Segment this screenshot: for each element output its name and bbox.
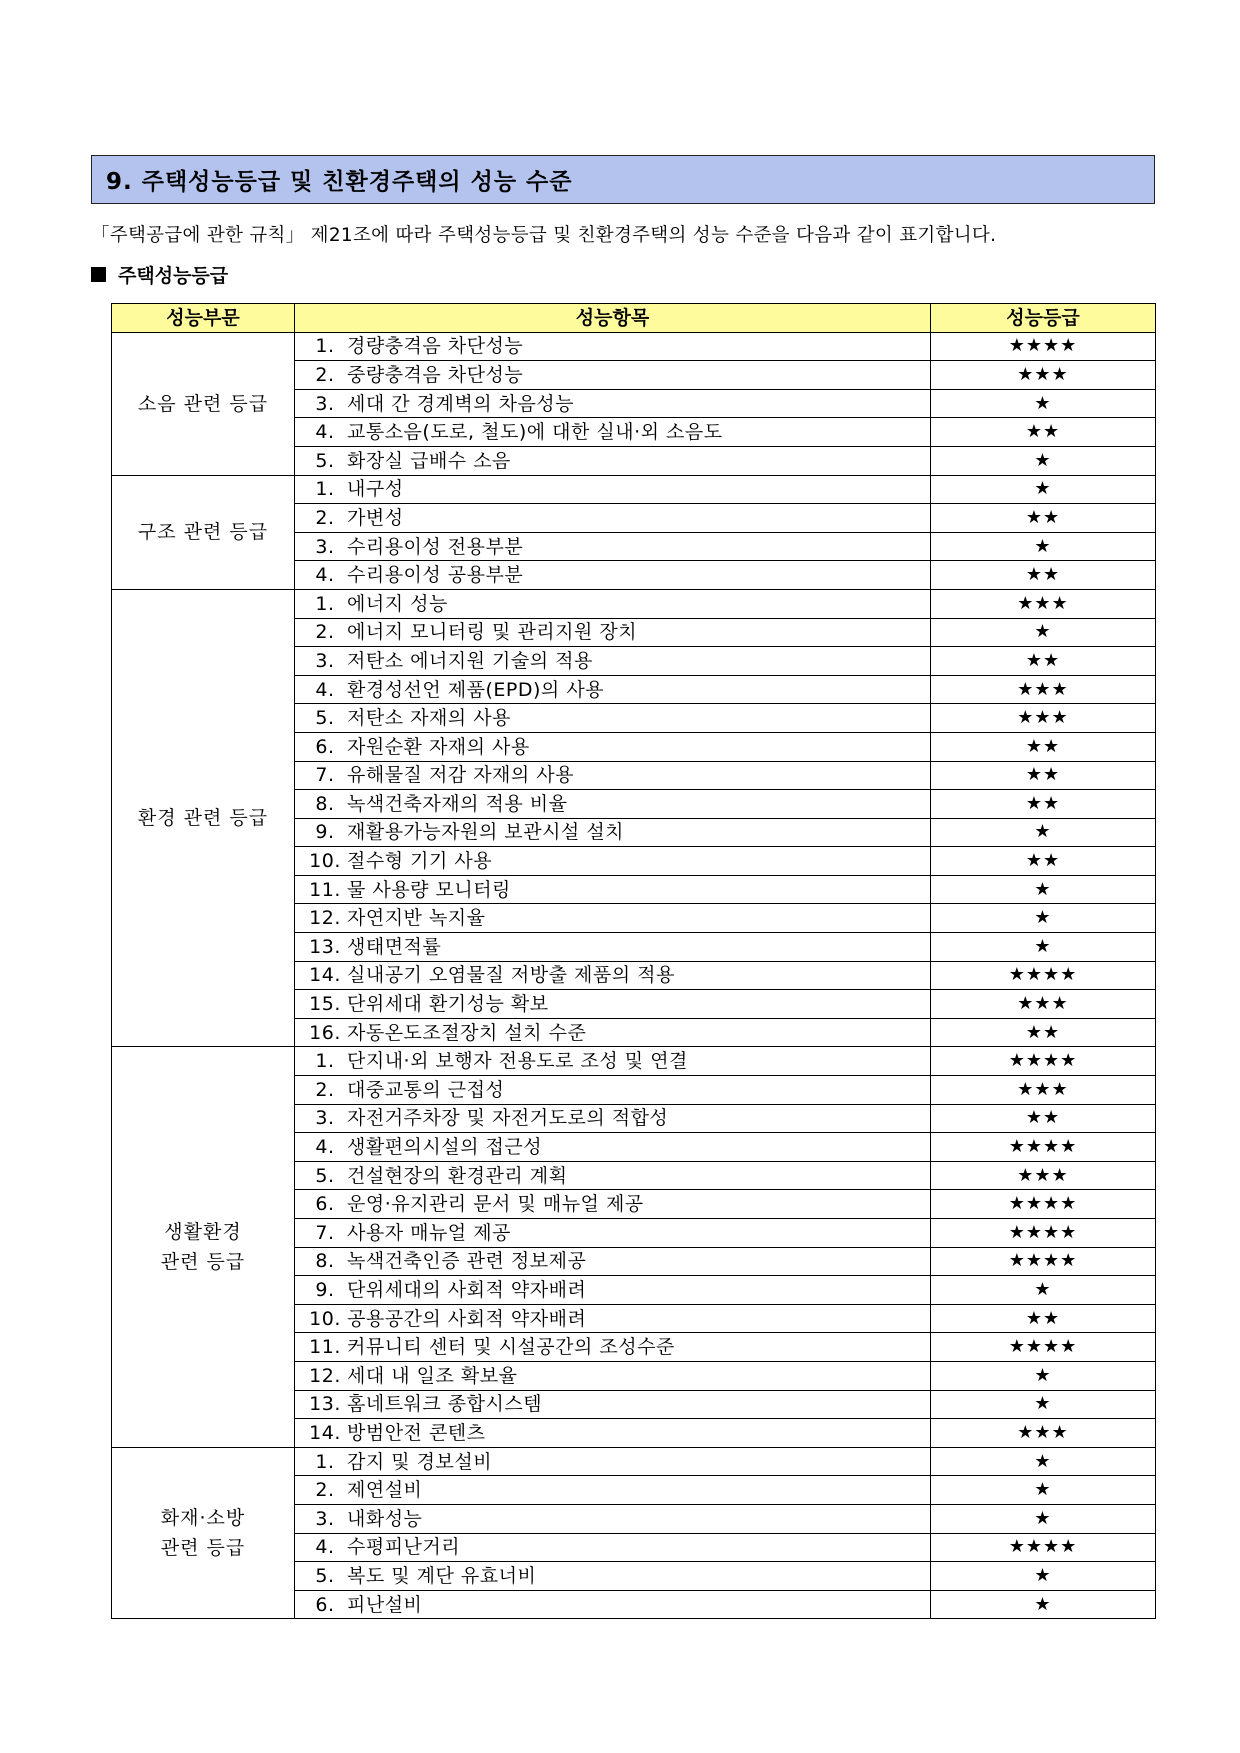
- item-label: 단위세대의 사회적 약자배려: [347, 1278, 587, 1301]
- item-cell: [295, 790, 931, 819]
- item-cell: [295, 704, 931, 733]
- item-number: 2.: [315, 621, 335, 644]
- item-number: 4.: [315, 678, 335, 701]
- grade-stars: ★★: [931, 1104, 1156, 1133]
- item-cell: [295, 475, 931, 504]
- header-category: 성능부문: [112, 304, 295, 333]
- grade-stars: ★: [931, 1447, 1156, 1476]
- table-header-row: [112, 304, 1156, 333]
- item-number: 15.: [309, 993, 341, 1016]
- item-number: 11.: [309, 1336, 341, 1359]
- item-label: 저탄소 에너지원 기술의 적용: [347, 649, 593, 672]
- item-number: 3.: [315, 1107, 335, 1130]
- item-cell: [295, 1047, 931, 1076]
- grade-stars: ★★: [931, 1304, 1156, 1333]
- item-number: 3.: [315, 535, 335, 558]
- grade-stars: ★★: [931, 761, 1156, 790]
- item-cell: [295, 1161, 931, 1190]
- item-number: 12.: [309, 1364, 341, 1387]
- item-label: 사용자 매뉴얼 제공: [347, 1221, 511, 1244]
- grade-stars: ★★: [931, 847, 1156, 876]
- item-label: 대중교통의 근접성: [347, 1078, 505, 1101]
- item-number: 13.: [309, 1393, 341, 1416]
- item-number: 3.: [315, 649, 335, 672]
- table-row: [112, 475, 1156, 504]
- item-number: 7.: [315, 1221, 335, 1244]
- table-row: [112, 1047, 1156, 1076]
- item-cell: [295, 589, 931, 618]
- grade-stars: ★: [931, 532, 1156, 561]
- item-label: 공용공간의 사회적 약자배려: [347, 1307, 587, 1330]
- item-cell: [295, 875, 931, 904]
- item-label: 저탄소 자재의 사용: [347, 707, 511, 730]
- item-number: 10.: [309, 850, 341, 873]
- item-number: 5.: [315, 707, 335, 730]
- item-number: 5.: [315, 1164, 335, 1187]
- category-cell: [112, 1447, 295, 1619]
- category-label: 구조 관련 등급: [137, 521, 269, 544]
- grade-stars: ★★: [931, 561, 1156, 590]
- grade-stars: ★★★★: [931, 332, 1156, 361]
- item-label: 홈네트워크 종합시스템: [347, 1393, 543, 1416]
- table-body: [112, 332, 1156, 1619]
- item-label: 가변성: [347, 506, 404, 529]
- item-number: 11.: [309, 878, 341, 901]
- item-number: 2.: [315, 363, 335, 386]
- item-label: 교통소음(도로, 철도)에 대한 실내·외 소음도: [347, 421, 723, 444]
- item-number: 9.: [315, 1278, 335, 1301]
- item-number: 8.: [315, 1250, 335, 1273]
- item-number: 12.: [309, 907, 341, 930]
- grade-stars: ★: [931, 1590, 1156, 1619]
- item-label: 내화성능: [347, 1507, 423, 1530]
- item-label: 중량충격음 차단성능: [347, 363, 524, 386]
- item-number: 14.: [309, 964, 341, 987]
- item-cell: [295, 1361, 931, 1390]
- item-label: 커뮤니티 센터 및 시설공간의 조성수준: [347, 1336, 675, 1359]
- item-label: 물 사용량 모니터링: [347, 878, 511, 901]
- grade-stars: ★★★: [931, 1161, 1156, 1190]
- item-number: 3.: [315, 392, 335, 415]
- grade-stars: ★★★★: [931, 1247, 1156, 1276]
- item-label: 자전거주차장 및 자전거도로의 적합성: [347, 1107, 669, 1130]
- item-label: 화장실 급배수 소음: [347, 449, 511, 472]
- grade-stars: ★★★★: [931, 1190, 1156, 1219]
- item-label: 유해물질 저감 자재의 사용: [347, 764, 575, 787]
- item-label: 경량충격음 차단성능: [347, 335, 524, 358]
- item-cell: [295, 446, 931, 475]
- item-cell: [295, 732, 931, 761]
- item-number: 6.: [315, 735, 335, 758]
- grade-stars: ★: [931, 618, 1156, 647]
- grade-stars: ★: [931, 1562, 1156, 1591]
- item-number: 4.: [315, 1536, 335, 1559]
- item-label: 수리용이성 공용부분: [347, 564, 524, 587]
- item-number: 2.: [315, 506, 335, 529]
- item-number: 8.: [315, 792, 335, 815]
- grade-stars: ★★★★: [931, 1133, 1156, 1162]
- grade-stars: ★: [931, 875, 1156, 904]
- category-cell: [112, 589, 295, 1047]
- grade-stars: ★: [931, 1476, 1156, 1505]
- item-label: 절수형 기기 사용: [347, 850, 493, 873]
- item-cell: [295, 1590, 931, 1619]
- table-row: [112, 1447, 1156, 1476]
- item-label: 제연설비: [347, 1479, 423, 1502]
- item-label: 자원순환 자재의 사용: [347, 735, 530, 758]
- item-number: 10.: [309, 1307, 341, 1330]
- item-cell: [295, 933, 931, 962]
- performance-grade-table: [111, 303, 1156, 1619]
- grade-stars: ★★★: [931, 675, 1156, 704]
- item-cell: [295, 389, 931, 418]
- item-label: 수리용이성 전용부분: [347, 535, 524, 558]
- item-number: 4.: [315, 564, 335, 587]
- grade-stars: ★★★★: [931, 1533, 1156, 1562]
- item-label: 복도 및 계단 유효너비: [347, 1564, 537, 1587]
- subheading-label: 주택성능등급: [118, 265, 229, 287]
- item-cell: [295, 561, 931, 590]
- item-label: 수평피난거리: [347, 1536, 461, 1559]
- item-cell: [295, 332, 931, 361]
- item-number: 16.: [309, 1021, 341, 1044]
- item-number: 1.: [315, 592, 335, 615]
- item-number: 6.: [315, 1193, 335, 1216]
- item-number: 5.: [315, 449, 335, 472]
- square-bullet-icon: [91, 267, 106, 282]
- grade-stars: ★: [931, 389, 1156, 418]
- category-line: 관련 등급: [160, 1251, 246, 1274]
- item-cell: [295, 1390, 931, 1419]
- item-cell: [295, 1219, 931, 1248]
- item-cell: [295, 361, 931, 390]
- grade-stars: ★★: [931, 418, 1156, 447]
- item-cell: [295, 1447, 931, 1476]
- item-label: 자동온도조절장치 설치 수준: [347, 1021, 587, 1044]
- subheading: [91, 261, 228, 288]
- item-cell: [295, 1419, 931, 1448]
- item-cell: [295, 1133, 931, 1162]
- grade-stars: ★★★: [931, 1419, 1156, 1448]
- item-number: 14.: [309, 1421, 341, 1444]
- category-cell: [112, 332, 295, 475]
- item-number: 2.: [315, 1479, 335, 1502]
- grade-stars: ★: [931, 1390, 1156, 1419]
- item-label: 방범안전 콘텐츠: [347, 1421, 486, 1444]
- item-cell: [295, 532, 931, 561]
- table-row: [112, 589, 1156, 618]
- category-label: 환경 관련 등급: [137, 807, 269, 830]
- item-label: 세대 간 경계벽의 차음성능: [347, 392, 575, 415]
- item-cell: [295, 990, 931, 1019]
- item-cell: [295, 1304, 931, 1333]
- item-cell: [295, 1076, 931, 1105]
- section-title-box: [91, 155, 1155, 204]
- item-label: 세대 내 일조 확보율: [347, 1364, 518, 1387]
- item-label: 내구성: [347, 478, 404, 501]
- grade-stars: ★★: [931, 504, 1156, 533]
- item-label: 건설현장의 환경관리 계획: [347, 1164, 568, 1187]
- category-line: 생활환경: [164, 1221, 242, 1244]
- intro-text: 「주택공급에 관한 규칙」 제21조에 따라 주택성능등급 및 친환경주택의 성능 수준을 다음과 같이 표기합니다.: [91, 225, 997, 246]
- item-cell: [295, 418, 931, 447]
- item-number: 1.: [315, 1050, 335, 1073]
- grade-stars: ★★★: [931, 361, 1156, 390]
- item-cell: [295, 1190, 931, 1219]
- item-cell: [295, 1276, 931, 1305]
- grade-stars: ★★★: [931, 1076, 1156, 1105]
- grade-stars: ★★: [931, 790, 1156, 819]
- item-label: 운영·유지관리 문서 및 매뉴얼 제공: [347, 1193, 644, 1216]
- item-label: 실내공기 오염물질 저방출 제품의 적용: [347, 964, 675, 987]
- grade-stars: ★: [931, 1361, 1156, 1390]
- item-number: 1.: [315, 1450, 335, 1473]
- item-number: 2.: [315, 1078, 335, 1101]
- item-number: 13.: [309, 935, 341, 958]
- header-item: 성능항목: [295, 304, 931, 333]
- item-cell: [295, 961, 931, 990]
- item-cell: [295, 1018, 931, 1047]
- header-grade: 성능등급: [931, 304, 1156, 333]
- grade-stars: ★: [931, 933, 1156, 962]
- category-cell: [112, 475, 295, 589]
- grade-stars: ★: [931, 446, 1156, 475]
- item-label: 생활편의시설의 접근성: [347, 1136, 543, 1159]
- grade-stars: ★★: [931, 1018, 1156, 1047]
- grade-stars: ★: [931, 818, 1156, 847]
- category-line: 화재·소방: [160, 1507, 246, 1530]
- item-cell: [295, 1476, 931, 1505]
- grade-stars: ★★★★: [931, 1047, 1156, 1076]
- item-cell: [295, 504, 931, 533]
- item-label: 피난설비: [347, 1593, 423, 1616]
- grade-stars: ★★★★: [931, 1219, 1156, 1248]
- item-number: 3.: [315, 1507, 335, 1530]
- item-number: 7.: [315, 764, 335, 787]
- category-cell: [112, 1047, 295, 1447]
- item-label: 자연지반 녹지율: [347, 907, 486, 930]
- item-cell: [295, 1333, 931, 1362]
- item-cell: [295, 904, 931, 933]
- item-cell: [295, 618, 931, 647]
- item-cell: [295, 1504, 931, 1533]
- item-label: 녹색건축인증 관련 정보제공: [347, 1250, 587, 1273]
- item-label: 감지 및 경보설비: [347, 1450, 493, 1473]
- item-label: 에너지 성능: [347, 592, 448, 615]
- item-number: 1.: [315, 335, 335, 358]
- grade-stars: ★: [931, 1276, 1156, 1305]
- item-cell: [295, 818, 931, 847]
- item-number: 6.: [315, 1593, 335, 1616]
- item-label: 단위세대 환기성능 확보: [347, 993, 549, 1016]
- item-label: 단지내·외 보행자 전용도로 조성 및 연결: [347, 1050, 688, 1073]
- item-cell: [295, 1247, 931, 1276]
- item-label: 재활용가능자원의 보관시설 설치: [347, 821, 625, 844]
- section-title: 9. 주택성능등급 및 친환경주택의 성능 수준: [106, 169, 573, 195]
- item-cell: [295, 675, 931, 704]
- grade-stars: ★★: [931, 647, 1156, 676]
- item-cell: [295, 1533, 931, 1562]
- category-line: 관련 등급: [160, 1537, 246, 1560]
- item-label: 녹색건축자재의 적용 비율: [347, 792, 568, 815]
- grade-stars: ★★: [931, 732, 1156, 761]
- item-number: 9.: [315, 821, 335, 844]
- grade-stars: ★: [931, 1504, 1156, 1533]
- item-label: 생태면적률: [347, 935, 442, 958]
- item-number: 5.: [315, 1564, 335, 1587]
- grade-stars: ★★★★: [931, 1333, 1156, 1362]
- grade-stars: ★: [931, 475, 1156, 504]
- item-number: 4.: [315, 1136, 335, 1159]
- item-label: 환경성선언 제품(EPD)의 사용: [347, 678, 605, 701]
- grade-stars: ★★★: [931, 704, 1156, 733]
- grade-stars: ★★★: [931, 589, 1156, 618]
- item-cell: [295, 761, 931, 790]
- item-cell: [295, 647, 931, 676]
- item-label: 에너지 모니터링 및 관리지원 장치: [347, 621, 638, 644]
- category-label: 소음 관련 등급: [137, 392, 269, 415]
- item-number: 1.: [315, 478, 335, 501]
- table-row: [112, 332, 1156, 361]
- item-number: 4.: [315, 421, 335, 444]
- item-cell: [295, 847, 931, 876]
- grade-stars: ★★★★: [931, 961, 1156, 990]
- grade-stars: ★★★: [931, 990, 1156, 1019]
- item-cell: [295, 1104, 931, 1133]
- grade-stars: ★: [931, 904, 1156, 933]
- item-cell: [295, 1562, 931, 1591]
